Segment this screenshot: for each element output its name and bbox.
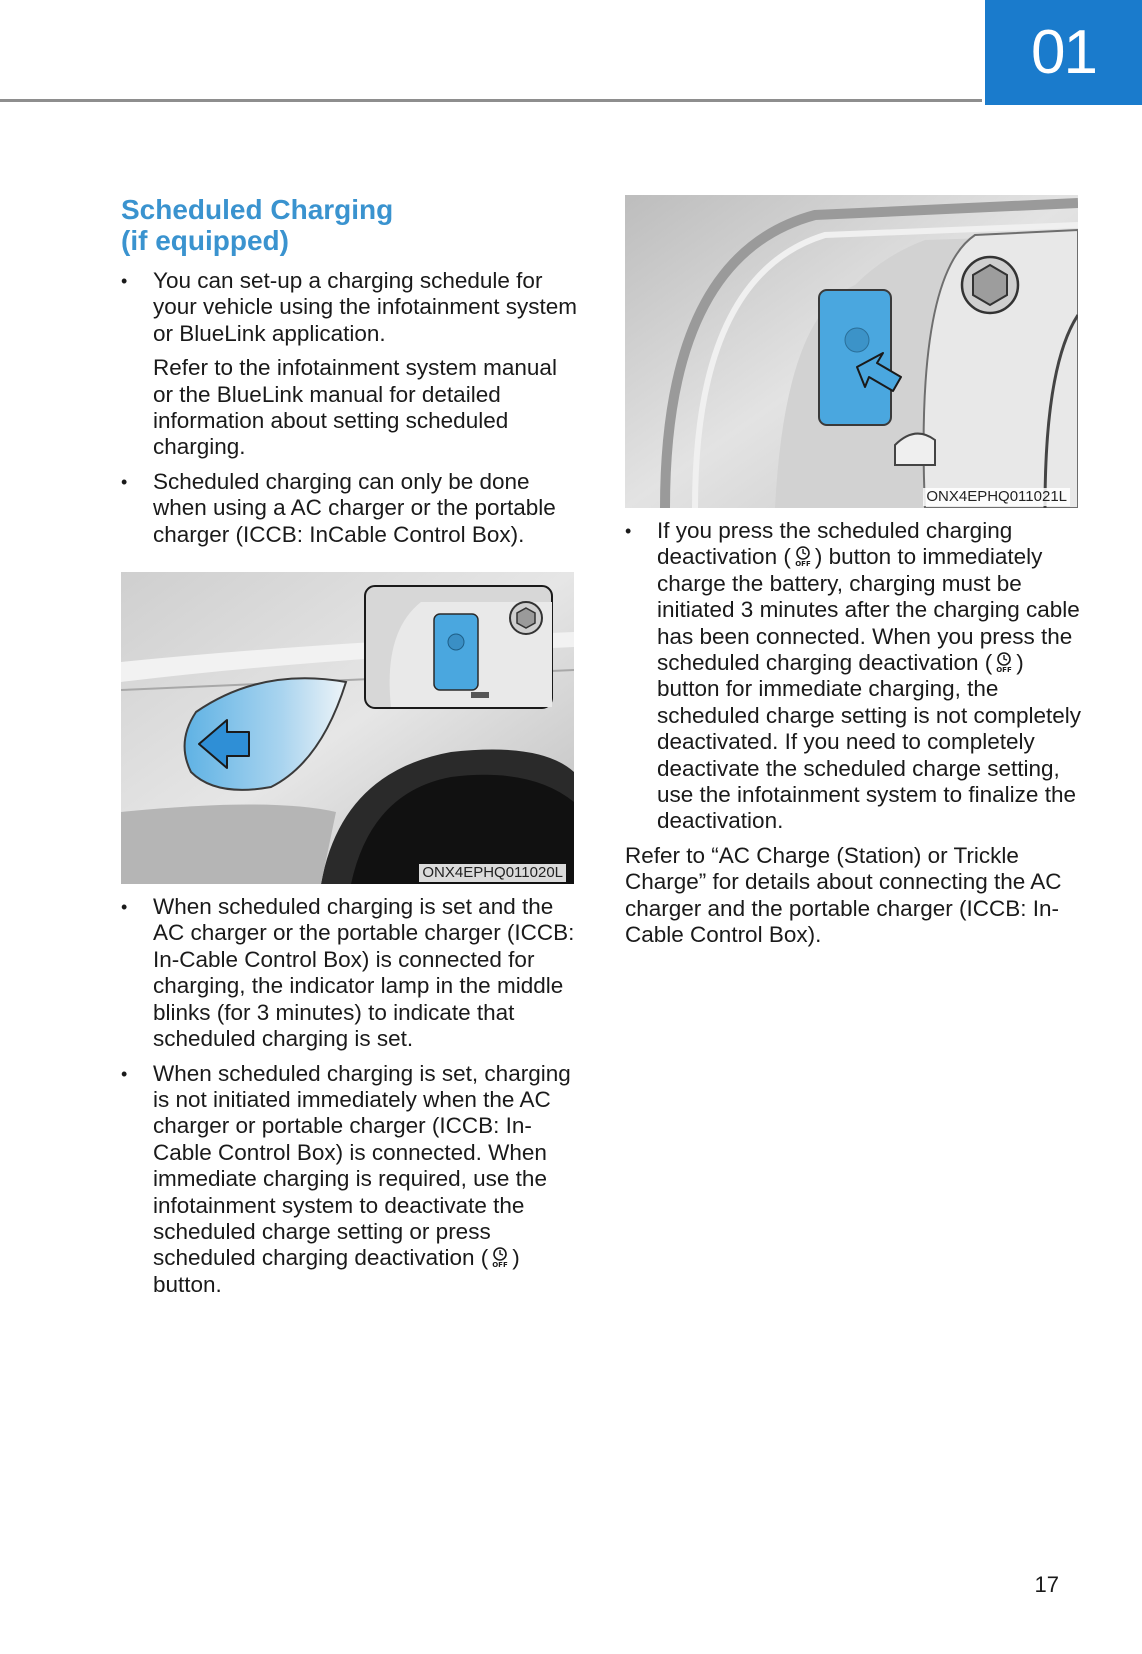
scheduled-charging-off-icon (792, 545, 814, 567)
figure-code: ONX4EPHQ011021L (923, 488, 1070, 506)
bullet-text-part1: If you press the scheduled charging deactivation ( (657, 518, 1013, 570)
header-rule (0, 99, 982, 102)
bullet-text-part3: ) button for immediate charging, the scheduled charge setting is not completely deactivated. If you need to completely deactivate the scheduled charge setting, use the infotainment system to finalize the deactivation. (657, 650, 1081, 834)
chapter-tab (985, 0, 1142, 105)
refer-paragraph: Refer to “AC Charge (Station) or Trickle Charge” for details about connecting the AC charger and the portable charger (ICCB: In-Cable Control Box). (625, 842, 1062, 948)
bullet-text-part1: When scheduled charging is set, charging is not initiated immediately when the AC charger or portable charger (ICCB: In-Cable Control Box) is connected. When immediate charging is required, use the infotainment system to deactivate the scheduled charge setting or press scheduled charging deactivation ( (153, 1060, 571, 1271)
charging-button-illustration (625, 195, 1078, 508)
charging-door-illustration (121, 572, 574, 884)
bullet-text: • You can set-up a charging schedule for your vehicle using the infotainment system or BlueLink application. (153, 268, 577, 346)
section-title-line1: Scheduled Charging (121, 194, 394, 225)
bullet-item (625, 518, 1085, 835)
bullet-text-part2: ) button to immediately charge the battery, charging must be initiated 3 minutes after the charging cable has been connected. When you press the scheduled charging deactivation ( (657, 544, 1080, 676)
figure-code: ONX4EPHQ011020L (419, 864, 566, 882)
scheduled-charging-off-icon (489, 1246, 511, 1268)
svg-text:OFF: OFF (492, 1261, 508, 1269)
right-column (625, 195, 1085, 949)
bullet-text-part2: ) button. (153, 1245, 520, 1297)
charging-button-figure (625, 195, 1078, 508)
bullet-text (153, 1061, 581, 1299)
bullet-list-bottom (121, 894, 581, 1298)
left-column (121, 194, 581, 1306)
chapter-number: 01 (1031, 18, 1096, 87)
bullet-list-right (625, 518, 1085, 835)
charging-door-figure (121, 572, 574, 884)
bullet-text: • Scheduled charging can only be done when using a AC charger or the portable charger (ICCB: InCable Control Box). (153, 468, 556, 547)
section-title (121, 194, 581, 256)
bullet-followup-text: Refer to the infotainment system manual or the BlueLink manual for detailed information about setting scheduled charging. (153, 355, 557, 460)
svg-text:OFF: OFF (996, 666, 1012, 674)
bullet-list-top (121, 268, 581, 548)
scheduled-charging-off-icon (993, 651, 1015, 673)
bullet-item (121, 894, 581, 1052)
bullet-text: • When scheduled charging is set and the AC charger or the portable charger (ICCB: In-Cable Control Box) is connected for charging, the indicator lamp in the middle blinks (for 3 minutes) to indicate that scheduled charging is set. (153, 894, 575, 1052)
bullet-item (121, 469, 581, 548)
svg-text:OFF: OFF (795, 560, 811, 568)
section-title-line2: (if equipped) (121, 225, 289, 256)
page-number: 17 (1034, 1572, 1059, 1597)
bullet-item (121, 1061, 581, 1299)
bullet-item (121, 268, 581, 461)
bullet-text (657, 518, 1085, 835)
